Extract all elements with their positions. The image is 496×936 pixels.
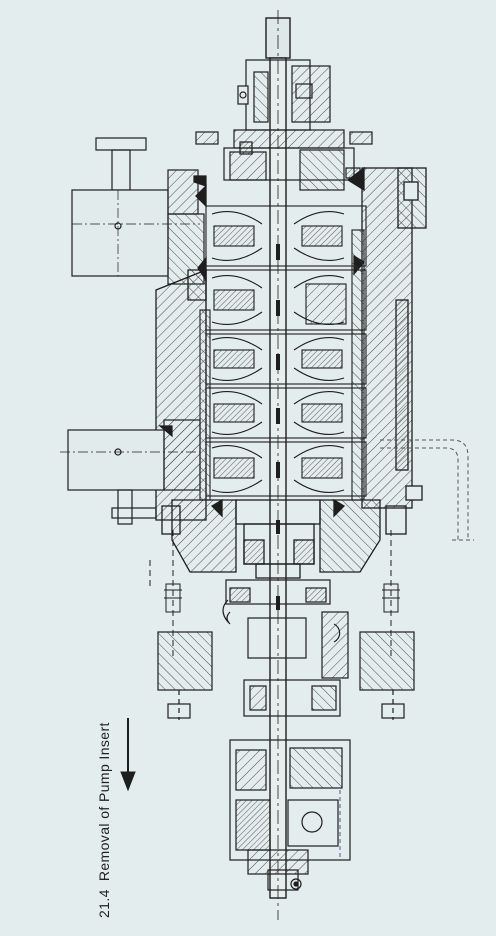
section-number: 21.4 [96, 889, 112, 918]
figure-caption [96, 722, 112, 918]
caption-text: Removal of Pump Insert [96, 722, 112, 882]
drive-end-bearing-housing [224, 60, 354, 190]
removal-direction-arrow [121, 718, 135, 790]
discharge-nozzle [72, 138, 206, 284]
non-drive-end-bearing-housing [230, 680, 350, 890]
